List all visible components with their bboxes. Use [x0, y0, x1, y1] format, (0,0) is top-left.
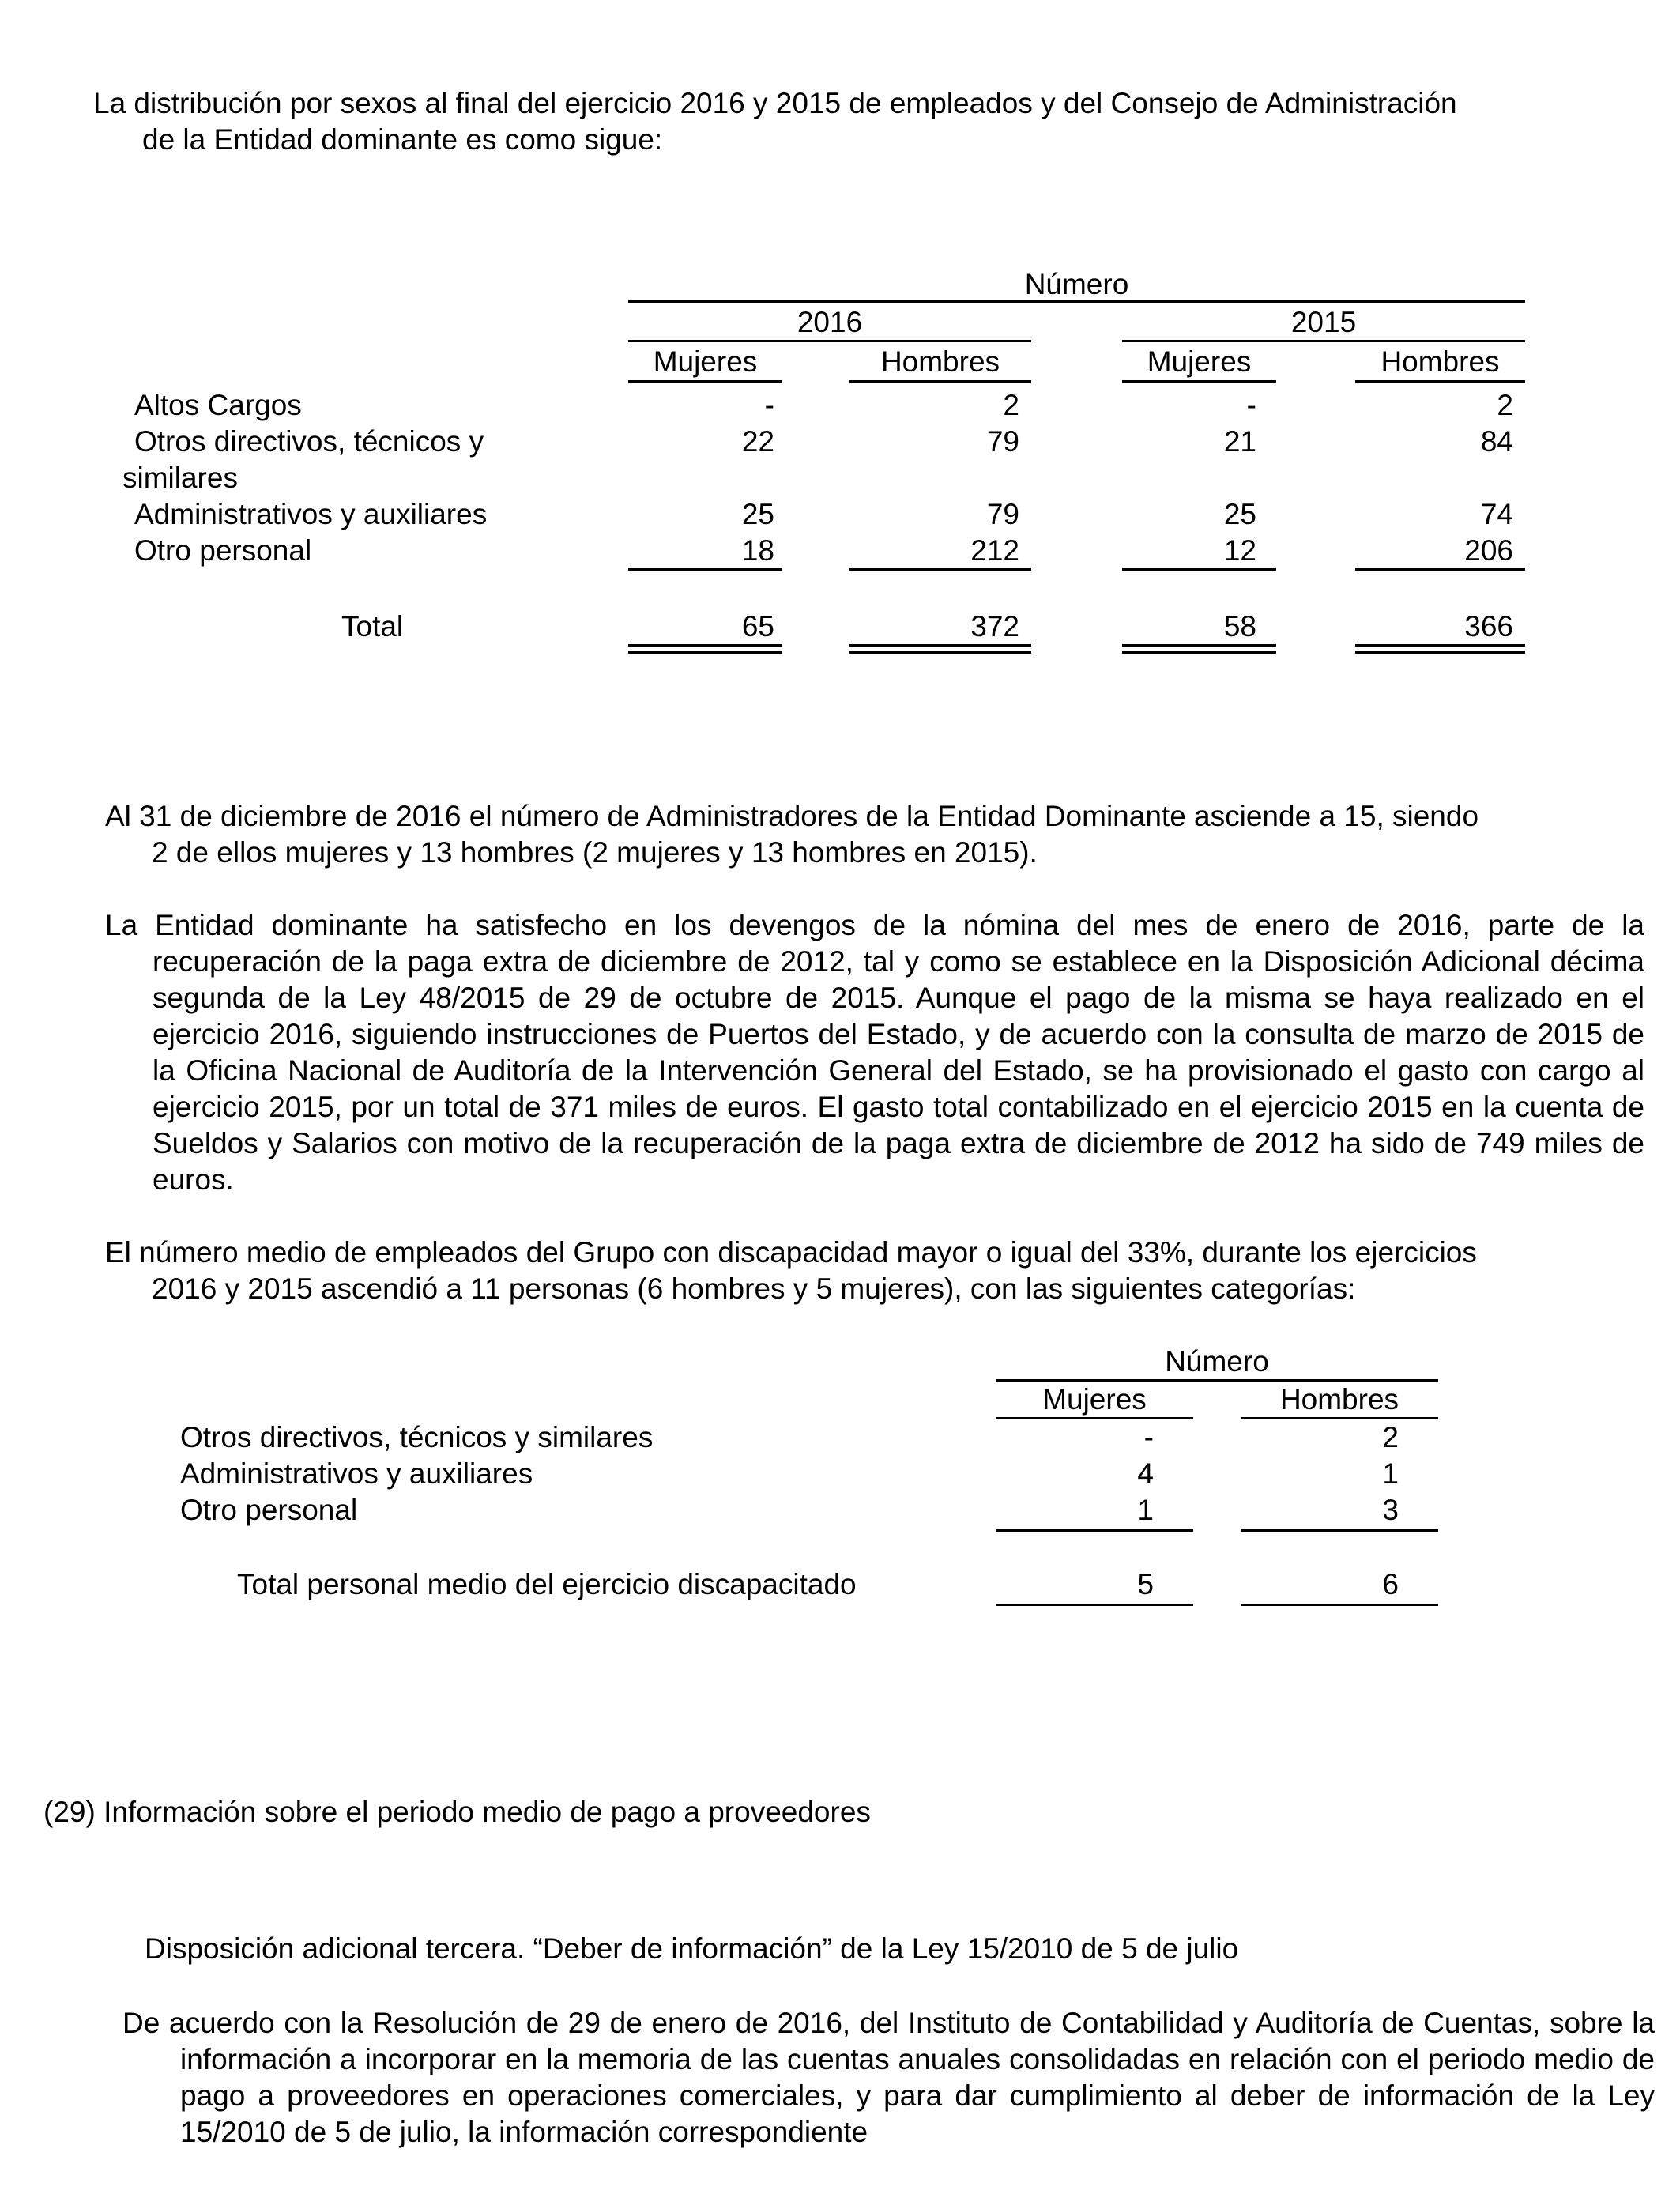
- table1-cell: 79: [986, 425, 1019, 458]
- table1-total-cell: 372: [970, 610, 1019, 643]
- table1-subtotal-rule: [849, 568, 1031, 571]
- table1-numero-rule: [628, 300, 1525, 303]
- table1-subheader-rule: [849, 380, 1031, 383]
- discap-para-line-2: 2016 y 2015 ascendió a 11 personas (6 hombres y 5 mujeres), con las siguientes categorías:: [152, 1272, 1356, 1305]
- intro-line-2: de la Entidad dominante es como sigue:: [142, 123, 663, 156]
- table1-total-cell: 65: [741, 610, 774, 643]
- table1-subheader-rule: [1355, 380, 1525, 383]
- table2-cell: 1: [1382, 1457, 1399, 1490]
- table2-subtotal-rule: [996, 1529, 1193, 1532]
- table2-cell: 4: [1137, 1457, 1154, 1490]
- table1-col-hombres-2015: Hombres: [1381, 345, 1500, 378]
- table1-total-label: Total: [341, 610, 404, 643]
- table1-cell: 74: [1480, 498, 1513, 530]
- table2-cell: 1: [1137, 1494, 1154, 1526]
- resolucion-paragraph: De acuerdo con la Resolución de 29 de enero de 2016, del Instituto de Contabilidad y Auditoría de Cuentas, sobre la información a incorporar en la memoria de las cuentas anuales consolidadas en relación con el periodo medio de pago a proveedores en operaciones comerciales, y para dar cumplimiento al deber de información de la Ley 15/2010 de 5 de julio, la información correspondiente: [122, 2007, 1655, 2148]
- table1-cell: 18: [741, 534, 774, 567]
- table2-total-label: Total personal medio del ejercicio discapacitado: [237, 1568, 857, 1600]
- intro-line-1: La distribución por sexos al final del ejercicio 2016 y 2015 de empleados y del Consejo de Administración: [93, 87, 1457, 119]
- table1-cell: 12: [1223, 534, 1256, 567]
- table1-col-hombres-2016: Hombres: [880, 345, 1000, 378]
- table1-row-label-cont: similares: [122, 462, 238, 494]
- table1-cell: 22: [741, 425, 774, 458]
- table1-subheader-rule: [628, 380, 782, 383]
- table1-numero-header: Número: [1024, 268, 1129, 300]
- table1-col-mujeres-2015: Mujeres: [1147, 345, 1252, 378]
- table1-cell: -: [1246, 389, 1256, 421]
- table1-cell: 212: [970, 534, 1019, 567]
- table1-total-double-rule: [849, 644, 1031, 654]
- admin-para-line-2: 2 de ellos mujeres y 13 hombres (2 mujeres y 13 hombres en 2015).: [152, 836, 1038, 869]
- table1-year-2016: 2016: [797, 306, 863, 338]
- table1-cell: 21: [1223, 425, 1256, 458]
- table1-cell: 25: [1223, 498, 1256, 530]
- table1-subtotal-rule: [1122, 568, 1276, 571]
- table2-row-label: Otros directivos, técnicos y similares: [180, 1421, 654, 1453]
- table1-subtotal-rule: [628, 568, 782, 571]
- table2-total-rule: [1241, 1604, 1438, 1606]
- table2-cell: 2: [1382, 1421, 1399, 1453]
- table1-total-double-rule: [1122, 644, 1276, 654]
- table2-cell: -: [1143, 1421, 1154, 1453]
- table1-row-label: Administrativos y auxiliares: [134, 498, 488, 530]
- disposicion-heading: Disposición adicional tercera. “Deber de información” de la Ley 15/2010 de 5 de julio: [145, 1932, 1239, 1965]
- table1-total-cell: 366: [1464, 610, 1513, 643]
- table1-cell: 79: [986, 498, 1019, 530]
- table2-total-rule: [996, 1604, 1193, 1606]
- table2-cell: 3: [1382, 1494, 1399, 1526]
- table1-subtotal-rule: [1355, 568, 1525, 571]
- table1-year-2015-rule: [1122, 340, 1525, 342]
- table1-col-mujeres-2016: Mujeres: [653, 345, 758, 378]
- table2-row-label: Administrativos y auxiliares: [180, 1457, 533, 1490]
- table1-total-cell: 58: [1223, 610, 1256, 643]
- table1-year-2015: 2015: [1290, 306, 1357, 338]
- table1-total-double-rule: [1355, 644, 1525, 654]
- table1-year-2016-rule: [628, 340, 1031, 342]
- table2-subtotal-rule: [1241, 1529, 1438, 1532]
- table1-cell: 2: [1003, 389, 1019, 421]
- table1-subheader-rule: [1122, 380, 1276, 383]
- table2-row-label: Otro personal: [180, 1494, 358, 1526]
- table2-total-cell: 6: [1382, 1568, 1399, 1600]
- table2-total-cell: 5: [1137, 1568, 1154, 1600]
- admin-para-line-1: Al 31 de diciembre de 2016 el número de Administradores de la Entidad Dominante asciende a 15, siendo: [105, 800, 1479, 832]
- table1-cell: 25: [741, 498, 774, 530]
- table2-col-hombres: Hombres: [1279, 1383, 1399, 1416]
- table1-cell: 2: [1497, 389, 1513, 421]
- table2-numero-header: Número: [1165, 1345, 1269, 1378]
- section-29-heading: (29) Información sobre el periodo medio de pago a proveedores: [43, 1796, 871, 1828]
- table1-row-label: Otros directivos, técnicos y: [134, 425, 484, 458]
- table1-cell: -: [764, 389, 774, 421]
- table1-cell: 84: [1480, 425, 1513, 458]
- table2-col-mujeres: Mujeres: [1042, 1383, 1147, 1416]
- table1-total-double-rule: [628, 644, 782, 654]
- nomina-paragraph: La Entidad dominante ha satisfecho en los devengos de la nómina del mes de enero de 2016, parte de la recuperación de la paga extra de diciembre de 2012, tal y como se establece en la Disposición Adicional décima segunda de la Ley 48/2015 de 29 de octubre de 2015. Aunque el pago de la misma se haya realizado en el ejercicio 2016, siguiendo instrucciones de Puertos del Estado, y de acuerdo con la consulta de marzo de 2015 de la Oficina Nacional de Auditoría de la Intervención General del Estado, se ha provisionado el gasto con cargo al ejercicio 2015, por un total de 371 miles de euros. El gasto total contabilizado en el ejercicio 2015 en la cuenta de Sueldos y Salarios con motivo de la recuperación de la paga extra de diciembre de 2012 ha sido de 749 miles de euros.: [105, 909, 1644, 1196]
- table1-cell: 206: [1464, 534, 1513, 567]
- table1-row-label: Altos Cargos: [134, 389, 302, 421]
- discap-para-line-1: El número medio de empleados del Grupo con discapacidad mayor o igual del 33%, durante los ejercicios: [105, 1236, 1477, 1269]
- table1-row-label: Otro personal: [134, 534, 312, 567]
